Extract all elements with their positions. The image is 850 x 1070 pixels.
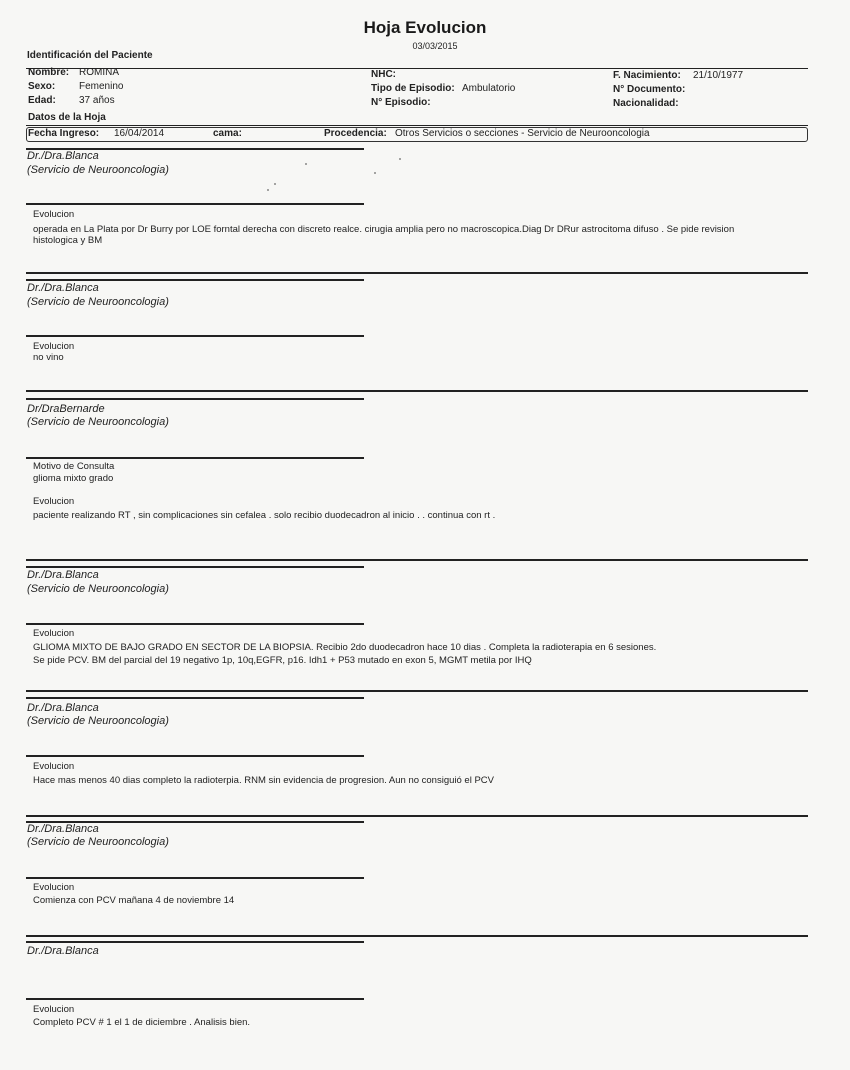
entry-text-line: histologica y BM (33, 235, 103, 246)
entry-text-line: Comienza con PCV mañana 4 de noviembre 14 (33, 895, 235, 906)
sheet-section-heading: Datos de la Hoja (28, 112, 106, 123)
doctor-rule (26, 941, 364, 943)
doctor-name: Dr/DraBernarde (27, 403, 105, 415)
entry-heading: Evolucion (33, 882, 75, 893)
doctor-service: (Servicio de Neurooncologia) (27, 164, 169, 176)
entry-rule (26, 877, 364, 879)
scan-speck (274, 183, 276, 185)
doctor-name: Dr./Dra.Blanca (27, 150, 99, 162)
patient-section-divider (26, 68, 808, 69)
entry-rule (26, 623, 364, 625)
episodio-label: N° Episodio: (371, 97, 431, 108)
entry-text-line: glioma mixto grado (33, 473, 114, 484)
entry-text-line: paciente realizando RT , sin complicaciones sin cefalea . solo recibio duodecadron al inicio . . continua con rt . (33, 510, 496, 521)
nombre-value: ROMINA (79, 67, 119, 78)
patient-section-heading: Identificación del Paciente (27, 50, 153, 61)
tipo-episodio-value: Ambulatorio (462, 83, 516, 94)
doctor-rule (26, 566, 364, 568)
edad-label: Edad: (28, 95, 56, 106)
scan-speck (305, 163, 307, 165)
entry-text-line: operada en La Plata por Dr Burry por LOE forntal derecha con discreto realce. cirugia amplia pero no macroscopica.Diag Dr DRur astrocitoma difuso . Se pide revision (33, 224, 735, 235)
entry-heading: Evolucion (33, 341, 75, 352)
doctor-service: (Servicio de Neurooncologia) (27, 583, 169, 595)
entry-text-line: GLIOMA MIXTO DE BAJO GRADO EN SECTOR DE LA BIOPSIA. Recibio 2do duodecadron hace 10 dias . Completa la radioterapia en 6 sesiones. (33, 642, 657, 653)
tipo-episodio-label: Tipo de Episodio: (371, 83, 455, 94)
nacionalidad-label: Nacionalidad: (613, 98, 679, 109)
fecha-ingreso-value: 16/04/2014 (114, 128, 165, 139)
procedencia-label: Procedencia: (324, 128, 387, 139)
document-date: 03/03/2015 (412, 41, 458, 51)
nhc-label: NHC: (371, 69, 396, 80)
entry-heading: Evolucion (33, 628, 75, 639)
procedencia-value: Otros Servicios o secciones - Servicio de Neurooncologia (395, 128, 650, 139)
entry-separator (26, 690, 808, 692)
doctor-service: (Servicio de Neurooncologia) (27, 836, 169, 848)
entry-rule (26, 203, 364, 205)
doctor-name: Dr./Dra.Blanca (27, 945, 99, 957)
entry-heading: Motivo de Consulta (33, 461, 115, 472)
doctor-name: Dr./Dra.Blanca (27, 702, 99, 714)
entry-heading: Evolucion (33, 761, 75, 772)
nacimiento-label: F. Nacimiento: (613, 70, 681, 81)
entry-separator (26, 272, 808, 274)
entry-text-line: Hace mas menos 40 dias completo la radioterpia. RNM sin evidencia de progresion. Aun no consiguió el PCV (33, 775, 494, 786)
entry-rule (26, 755, 364, 757)
entry-text-line: Se pide PCV. BM del parcial del 19 negativo 1p, 10q,EGFR, p16. Idh1 + P53 mutado en exon 5, MGMT metila por IHQ (33, 655, 532, 666)
page-title: Hoja Evolucion (363, 18, 487, 37)
entry-heading: Evolucion (33, 1004, 75, 1015)
entry-rule (26, 335, 364, 337)
entry-rule (26, 457, 364, 459)
entry-rule (26, 998, 364, 1000)
doctor-rule (26, 398, 364, 400)
sexo-label: Sexo: (28, 81, 56, 92)
doctor-name: Dr./Dra.Blanca (27, 282, 99, 294)
entry-heading: Evolucion (33, 496, 75, 507)
doctor-service: (Servicio de Neurooncologia) (27, 715, 169, 727)
nombre-label: Nombre: (28, 67, 70, 78)
doctor-rule (26, 279, 364, 281)
fecha-ingreso-label: Fecha Ingreso: (28, 128, 100, 139)
entry-separator (26, 935, 808, 937)
nacimiento-value: 21/10/1977 (693, 70, 744, 81)
doctor-service: (Servicio de Neurooncologia) (27, 416, 169, 428)
doctor-rule (26, 697, 364, 699)
doctor-service: (Servicio de Neurooncologia) (27, 296, 169, 308)
entry-heading: Evolucion (33, 209, 75, 220)
sexo-value: Femenino (79, 81, 124, 92)
entry-separator (26, 559, 808, 561)
scan-speck (267, 189, 269, 191)
entry-separator (26, 815, 808, 817)
scan-speck (399, 158, 401, 160)
sheet-section-divider (26, 125, 808, 126)
entry-separator (26, 390, 808, 392)
entry-text-line: no vino (33, 352, 64, 363)
entry-text-line: Completo PCV # 1 el 1 de diciembre . Analisis bien. (33, 1017, 251, 1028)
scan-speck (374, 172, 376, 174)
doctor-name: Dr./Dra.Blanca (27, 569, 99, 581)
edad-value: 37 años (79, 95, 115, 106)
doctor-name: Dr./Dra.Blanca (27, 823, 99, 835)
documento-label: N° Documento: (613, 84, 686, 95)
cama-label: cama: (213, 128, 242, 139)
